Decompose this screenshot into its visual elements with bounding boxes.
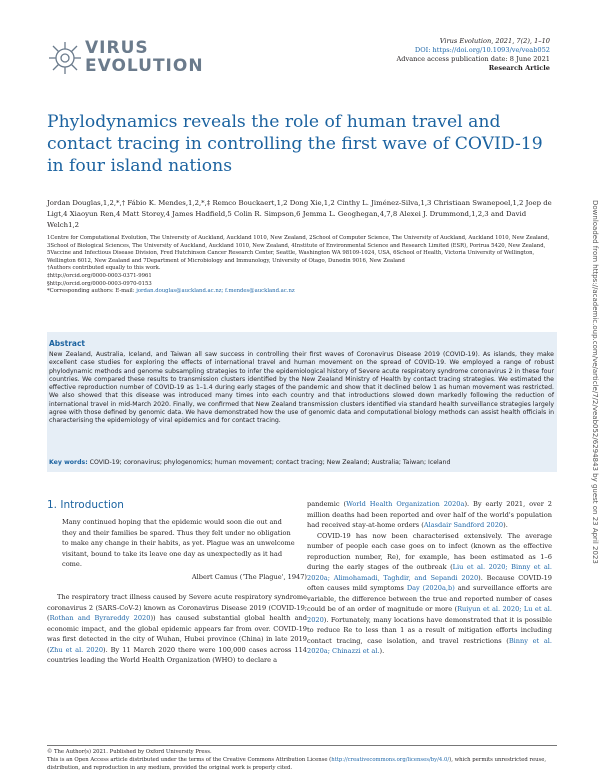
- copyright-line: © The Author(s) 2021. Published by Oxford University Press.: [47, 749, 212, 755]
- intro-paragraph-left: The respiratory tract illness caused by Severe acute respiratory syndrome coronavirus 2 (SARS-CoV-2) known as Coronavirus Disease 2019 (COVID-19; (Rothan and Byrareddy 2020)) has caused substantial global health and economic impact, and the global epidemic appears far from over. COVID-19 was first detected in the city of Wuhan, Hubei province (China) in late 2019 (Zhu et al. 2020). By 11 March 2020 there were 100,000 cases across 114 countries leading the World Health Organization (WHO) to declare a: [47, 593, 307, 664]
- article-type: Research Article: [488, 64, 550, 72]
- citation-link[interactable]: Alasdair Sandford 2020: [423, 521, 504, 529]
- publication-date: Advance access publication date: 8 June 2021: [396, 55, 550, 63]
- citation-link[interactable]: Liu et al. 2020; Binny et al. 2020a; Alimohamadi, Taghdir, and Sepandi 2020: [307, 563, 552, 582]
- intro-column-right: [307, 499, 552, 657]
- citation-link[interactable]: Zhu et al. 2020: [49, 645, 104, 654]
- license-line: This is an Open Access article distributed under the terms of the Creative Commons Attribution License (http://creativecommons.org/licenses/by/4.0/), which permits unrestricted reuse, distribution, and reproduction in any medium, provided the original work is properly cited.: [47, 757, 547, 771]
- journal-logo: [47, 38, 204, 80]
- virus-logo-icon: [47, 40, 83, 76]
- intro-paragraph-continued: pandemic (World Health Organization 2020a). By early 2021, over 2 million deaths had been reported and over half of the world's population had received stay-at-home orders (Alasdair Sandford 2020).: [307, 500, 552, 529]
- abstract-heading: Abstract: [49, 339, 86, 348]
- doi-link[interactable]: DOI: https://doi.org/10.1093/ve/veab052: [414, 46, 550, 54]
- affiliations: [47, 235, 557, 296]
- keywords-label: Key words:: [49, 459, 88, 466]
- citation-link[interactable]: Binny et al. 2020a; Chinazzi et al.: [307, 636, 552, 655]
- citation-link[interactable]: World Health Organization 2020a: [346, 500, 465, 508]
- email-links[interactable]: jordan.douglas@auckland.ac.nz; f.mendes@auckland.ac.nz: [136, 288, 295, 295]
- license-link[interactable]: http://creativecommons.org/licenses/by/4.0/: [331, 757, 450, 763]
- keywords-list: COVID-19; coronavirus; phylogenomics; human movement; contact tracing; New Zealand; Australia; Taiwan; Iceland: [89, 459, 451, 466]
- citation-link[interactable]: Ruiyun et al. 2020; Lu et al. 2020: [307, 605, 552, 624]
- download-watermark: Downloaded from https://academic.oup.com/ve/article/7/2/veab052/6294843 by guest on 23 April 2023: [591, 200, 599, 564]
- article-title: Phylodynamics reveals the role of human travel and contact tracing in controlling the first wave of COVID-19 in four island nations: [47, 112, 543, 176]
- article-header-info: [397, 37, 551, 73]
- affiliation-text: 1Centre for Computational Evolution, The University of Auckland, Auckland 1010, New Zealand, 2School of Computer Science, The University of Auckland, Auckland 1010, New Zealand, 3School of Biological Sciences, The University of Auckland, Auckland 1010, New Zealand, 4Institute of Environmental Science and Research Limited (ESR), Porirua 5420, New Zealand, 5Vaccine and Infectious Disease Division, Fred Hutchinson Cancer Research Center, Seattle, Washington WA 98109-1024, USA, 6School of Health, Victoria University of Wellington, Wellington 6012, New Zealand and 7Department of Microbiology and Immunology, University of Otago, Dunedin 9016, New Zealand: [47, 235, 550, 264]
- orcid-note-1[interactable]: ‡http://orcid.org/0000-0003-0371-9961: [47, 272, 152, 279]
- orcid-note-2[interactable]: §http://orcid.org/0000-0003-0970-0153: [47, 280, 152, 287]
- keywords: [49, 459, 554, 466]
- abstract-text: New Zealand, Australia, Iceland, and Taiwan all saw success in controlling their first waves of Coronavirus Disease 2019 (COVID-19). As islands, they make excellent case studies for exploring the effects of international travel and human movement on the spread of COVID-19. We employed a range of robust phylodynamic methods and genome subsampling strategies to infer the epidemiological history of Severe acute respiratory syndrome coronavirus 2 in these four countries. We compared these results to transmission clusters identified by the New Zealand Ministry of Health by contact tracing strategies. We estimated the effective reproduction number of COVID-19 as 1–1.4 during early stages of the pandemic and show that it declined below 1 as human movement was restricted. We also showed that this disease was introduced many times into each country and that introductions slowed down markedly following the reduction of international travel in mid-March 2020. Finally, we confirmed that New Zealand transmission clusters identified via standard health surveillance strategies largely agree with those defined by genomic data. We have demonstrated how the use of genomic data and computational biology methods can assist health officials in characterising the epidemiology of viral epidemics and for contact tracing.: [49, 351, 554, 425]
- section-heading-introduction: 1. Introduction: [47, 499, 124, 511]
- citation-link[interactable]: Rothan and Byrareddy 2020: [49, 614, 151, 622]
- equal-contribution-note: †Authors contributed equally to this work.: [47, 265, 161, 272]
- intro-paragraph-2: COVID-19 has now been characterised extensively. The average number of people each case goes on to infect (known as the effective reproduction number, Re), for example, has been estimated as 1–6 during the early stages of the outbreak (Liu et al. 2020; Binny et al. 2020a; Alimohamadi, Taghdir, and Sepandi 2020). Because COVID-19 often causes mild symptoms Day (2020a,b) and surveillance efforts are variable, the difference between the true and reported number of cases could be of an order of magnitude or more (Ruiyun et al. 2020; Lu et al. 2020). Fortunately, many locations have demonstrated that it is possible to reduce Re to less than 1 as a result of mitigation efforts including contact tracing, case isolation, and travel restrictions (Binny et al. 2020a; Chinazzi et al.).: [307, 531, 552, 655]
- logo-wordmark: VIRUS EVOLUTION: [85, 38, 204, 76]
- journal-citation: Virus Evolution, 2021, 7(2), 1–10: [439, 37, 550, 45]
- epigraph-attribution: Albert Camus ('The Plague', 1947): [191, 573, 307, 581]
- citation-link[interactable]: Day (2020a,b): [406, 584, 455, 592]
- corresponding-authors: *Corresponding authors: E-mail: jordan.douglas@auckland.ac.nz; f.mendes@auckland.ac.nz: [47, 288, 295, 295]
- epigraph-quote: Many continued hoping that the epidemic would soon die out and they and their families be spared. Thus they felt under no obligation to make any change in their habits, as yet. Plague was an unwelcome visitant, bound to take its leave one day as unexpectedly as it had come.: [62, 518, 295, 568]
- footer-divider: [47, 745, 557, 746]
- author-list: Jordan Douglas,1,2,*,† Fábio K. Mendes,1,2,*,‡ Remco Bouckaert,1,2 Dong Xie,1,2 Cinthy L. Jiménez-Silva,1,3 Christiaan Swanepoel,1,2 Joep de Ligt,4 Xiaoyun Ren,4 Matt Storey,4 James Hadfield,5 Colin R. Simpson,6 Jemma L. Geoghegan,4,7,8 Alexei J. Drummond,1,2,3 and David Welch1,2: [47, 199, 552, 229]
- license-footer: [47, 748, 562, 772]
